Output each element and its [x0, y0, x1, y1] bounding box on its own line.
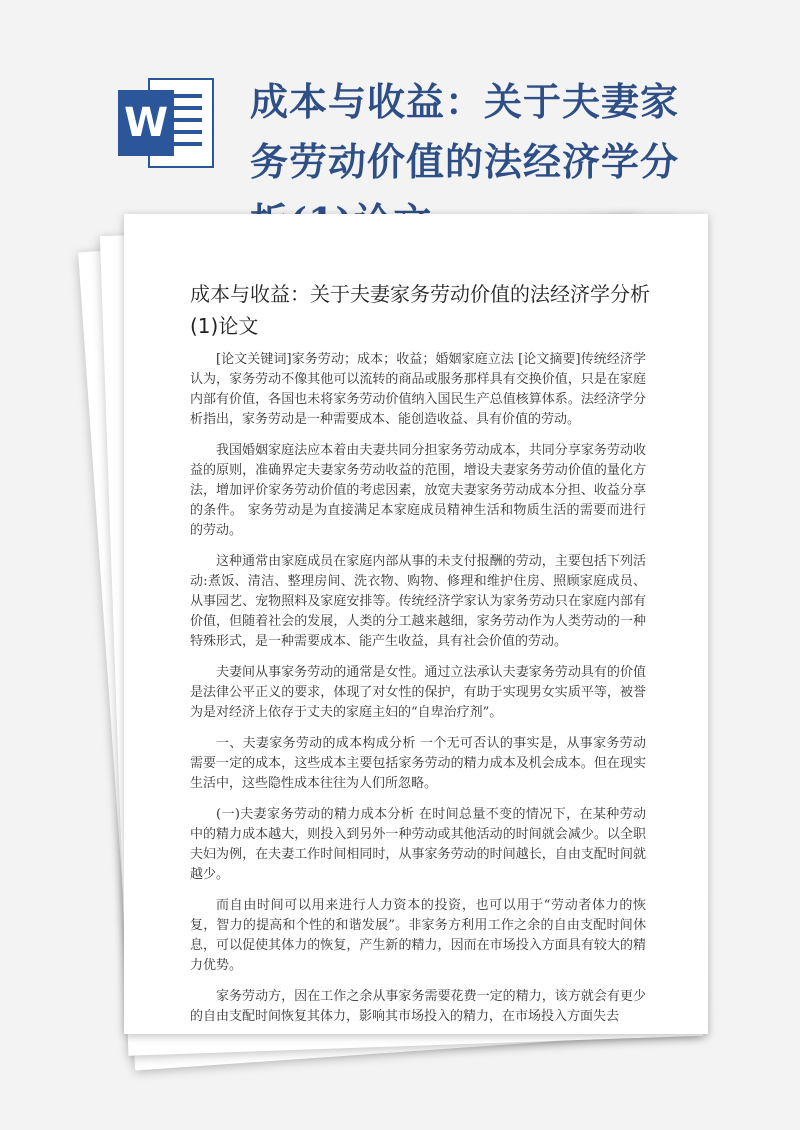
document-body — [190, 350, 646, 1034]
page-title: 成本与收益：关于夫妻家务劳动价值的法经济学分析(1)论文 — [190, 282, 650, 338]
paragraph: [论文关键词]家务劳动；成本；收益；婚姻家庭立法 [论文摘要]传统经济学认为，家务劳动不像其他可以流转的商品或服务那样具有交换价值，只是在家庭内部有价值，各国也未将家务劳动价值纳入国民生产总值核算体系。法经济学分析指出，家务劳动是一种需要成本、能创造收益、具有价值的劳动。 — [190, 352, 646, 427]
paragraph: 我国婚姻家庭法应本着由夫妻共同分担家务劳动成本，共同分享家务劳动收益的原则，准确界定夫妻家务劳动收益的范围，增设夫妻家务劳动价值的量化方法，增加评价家务劳动价值的考虑因素，放宽夫妻家务劳动成本分担、收益分享的条件。 家务劳动是为直接满足本家庭成员精神生活和物质生活的需要而进行的劳动。 — [190, 443, 646, 538]
page-header — [0, 0, 800, 200]
document-page — [124, 214, 708, 1034]
word-badge: W — [118, 90, 174, 156]
paragraph: 一、夫妻家务劳动的成本构成分析 一个无可否认的事实是，从事家务劳动需要一定的成本，这些成本主要包括家务劳动的精力成本及机会成本。但在现实生活中，这些隐性成本往往为人们所忽略。 — [190, 736, 646, 791]
word-document-icon — [110, 68, 220, 178]
paragraph: 家务劳动方，因在工作之余从事家务需要花费一定的精力，该方就会有更少的自由支配时间恢复其体力，影响其市场投入的精力，在市场投入方面失去 — [190, 989, 646, 1024]
paragraph: 夫妻间从事家务劳动的通常是女性。通过立法承认夫妻家务劳动具有的价值是法律公平正义的要求，体现了对女性的保护，有助于实现男女实质平等，被誉为是对经济上依存于丈夫的家庭主妇的“自卑治疗剂”。 — [190, 665, 646, 720]
paragraph: 而自由时间可以用来进行人力资本的投资，也可以用于“劳动者体力的恢复，智力的提高和个性的和谐发展”。非家务方利用工作之余的自由支配时间休息，可以促使其体力的恢复，产生新的精力，因而在市场投入方面具有较大的精力优势。 — [190, 898, 646, 973]
document-title: 成本与收益：关于夫妻家务劳动价值的法经济学分 — [250, 79, 680, 184]
paragraph: (一)夫妻家务劳动的精力成本分析 在时间总量不变的情况下，在某种劳动中的精力成本越大，则投入到另外一种劳动或其他活动的时间就会减少。以全职夫妇为例，在夫妻工作时间相同时，从事家务劳动的时间越长，自由支配时间就越少。 — [190, 807, 646, 882]
paragraph: 这种通常由家庭成员在家庭内部从事的未支付报酬的劳动，主要包括下列活动:煮饭、清洁、整理房间、洗衣物、购物、修理和维护住房、照顾家庭成员、从事园艺、宠物照料及家庭安排等。传统经济学家认为家务劳动只在家庭内部有价值，但随着社会的发展，人类的分工越来越细，家务劳动作为人类劳动的一种特殊形式，是一种需要成本、能产生收益，具有社会价值的劳动。 — [190, 554, 646, 649]
